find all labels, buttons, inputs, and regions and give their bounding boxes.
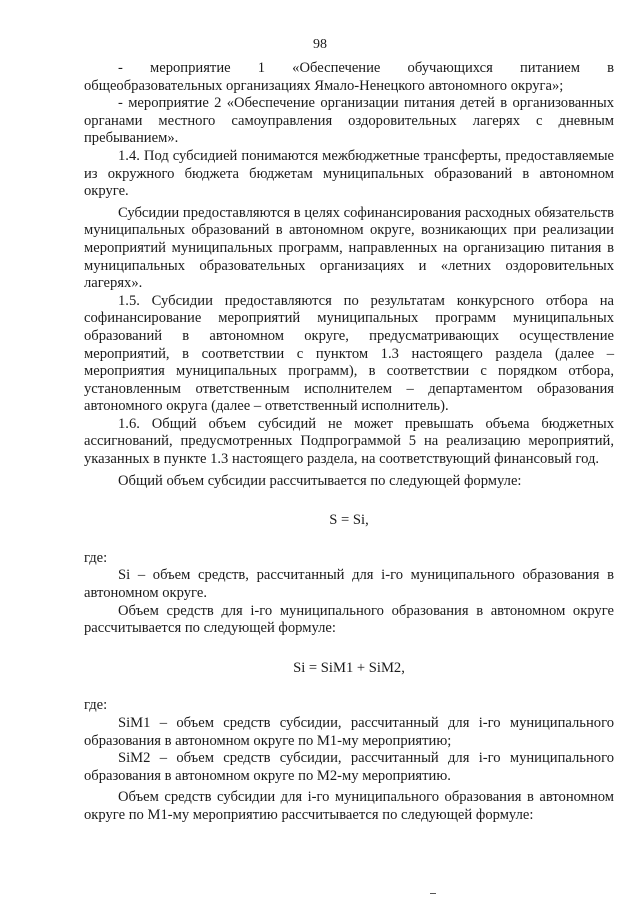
- paragraph-formula-intro: Общий объем субсидии рассчитывается по следующей формуле:: [118, 472, 522, 489]
- page-number: 98: [313, 37, 327, 52]
- paragraph-1-5: 1.5. Субсидии предоставляются по результатам конкурсного отбора на софинансирование мероприятий муниципальных программ муниципальных образований в автономном округе, предусматривающих осуществление мероприятий, в соответствии с пунктом 1.3 настоящего раздела (далее – мероприятия муниципальных программ), в соответствии с порядком отбора, установленным ответственным исполнителем – департаментом образования автономного округа (далее – ответственный исполнитель).: [84, 292, 614, 415]
- definition-sim2: SiM2 – объем средств субсидии, рассчитанный для i-го муниципального образования в автономном округе по M2-му мероприятию.: [84, 750, 614, 784]
- definition-si: Si – объем средств, рассчитанный для i-го муниципального образования в автономном округе.: [84, 567, 614, 602]
- document-body: [84, 60, 614, 825]
- paragraph-measure-1: - мероприятие 1 «Обеспечение обучающихся питанием в общеобразовательных организациях Ямало-Ненецкого автономного округа»;: [84, 60, 614, 94]
- definition-sim1: SiM1 – объем средств субсидии, рассчитанный для i-го муниципального образования в автономном округе по M1-му мероприятию;: [84, 715, 614, 749]
- paragraph-1-4: 1.4. Под субсидией понимаются межбюджетные трансферты, предоставляемые из окружного бюджета бюджетам муниципальных образований в автономном округе.: [84, 147, 614, 200]
- where-label-2: где:: [84, 697, 108, 714]
- paragraph-m1-formula-intro: Объем средств субсидии для i-го муниципального образования в автономном округе по M1-му мероприятию рассчитывается по следующей формуле:: [84, 789, 614, 823]
- paragraph-1-6: 1.6. Общий объем субсидий не может превышать объема бюджетных ассигнований, предусмотренных Подпрограммой 5 на реализацию мероприятий, указанных в пункте 1.3 настоящего раздела, на соответствующий финансовый год.: [84, 415, 614, 468]
- scan-mark: [430, 893, 436, 894]
- paragraph-measure-2: - мероприятие 2 «Обеспечение организации питания детей в организованных органами местного самоуправления оздоровительных лагерях с дневным пребыванием».: [84, 95, 614, 147]
- formula-si: Si = SiM1 + SiM2,: [293, 659, 405, 676]
- formula-total: S = Si,: [329, 512, 369, 529]
- paragraph-volume: Объем средств для i-го муниципального образования в автономном округе рассчитывается по следующей формуле:: [84, 602, 614, 637]
- paragraph-subsidies-purpose: Субсидии предоставляются в целях софинансирования расходных обязательств муниципальных образований в автономном округе, возникающих при реализации мероприятий муниципальных программ, направленных на организацию питания в муниципальных образовательных организациях и «летних оздоровительных лагерях».: [84, 204, 614, 292]
- where-label-1: где:: [84, 549, 108, 566]
